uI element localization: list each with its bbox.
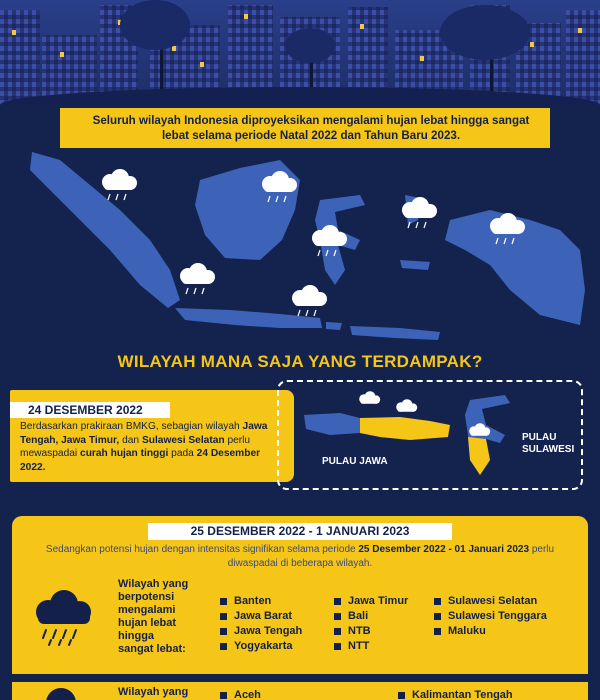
indonesia-map bbox=[20, 150, 590, 360]
list-item: Banten bbox=[220, 594, 302, 609]
list-item: Jawa Tengah bbox=[220, 624, 302, 639]
list-item: NTB bbox=[334, 624, 408, 639]
list-item: Maluku bbox=[434, 624, 547, 639]
list-item: NTT bbox=[334, 639, 408, 654]
period-date-label: 25 DESEMBER 2022 - 1 JANUARI 2023 bbox=[148, 523, 452, 540]
list-item: Aceh bbox=[220, 688, 261, 700]
city-skyline-illustration bbox=[0, 0, 600, 105]
rain-cloud-icon bbox=[44, 686, 78, 700]
region-list-col3 bbox=[434, 594, 547, 639]
region-list-col2 bbox=[334, 594, 408, 654]
list-item: Bali bbox=[334, 609, 408, 624]
label-pulau-jawa: PULAU JAWA bbox=[322, 456, 388, 467]
label-pulau-sulawesi: PULAU SULAWESI bbox=[522, 432, 575, 455]
panel-divider bbox=[12, 674, 588, 682]
headline-text: Seluruh wilayah Indonesia diproyeksikan mengalami hujan lebat hingga sangat lebat selama periode Natal 2022 dan Tahun Baru 2023. bbox=[92, 114, 530, 142]
period-description: Sedangkan potensi hujan dengan intensitas signifikan selama periode 25 Desember 2022 - 01 Januari 2023 perlu diwaspadai di beberapa wilayah. bbox=[45, 544, 555, 569]
headline-banner bbox=[72, 108, 550, 148]
list-item: Jawa Barat bbox=[220, 609, 302, 624]
region-list-col1b bbox=[220, 688, 261, 700]
list-item: Sulawesi Selatan bbox=[434, 594, 547, 609]
list-item: Sulawesi Tenggara bbox=[434, 609, 547, 624]
dec24-date-label: 24 DESEMBER 2022 bbox=[10, 402, 170, 418]
list-item: Kalimantan Tengah bbox=[398, 688, 513, 700]
category-heavy-rain-label: Wilayah yang berpotensi mengalami hujan lebat hingga sangat lebat: bbox=[118, 578, 189, 655]
section-title: WILAYAH MANA SAJA YANG TERDAMPAK? bbox=[117, 352, 483, 371]
list-item: Jawa Timur bbox=[334, 594, 408, 609]
region-list-col1 bbox=[220, 594, 302, 654]
category-second-label: Wilayah yang bbox=[118, 686, 189, 698]
list-item: Yogyakarta bbox=[220, 639, 302, 654]
region-list-col3b bbox=[398, 688, 513, 700]
storm-cloud-icon bbox=[32, 588, 102, 648]
dec24-description: Berdasarkan prakiraan BMKG, sebagian wilayah Jawa Tengah, Jawa Timur, dan Sulawesi Selatan perlu mewaspadai curah hujan tinggi pada 24 Desember 2022. bbox=[20, 421, 268, 473]
